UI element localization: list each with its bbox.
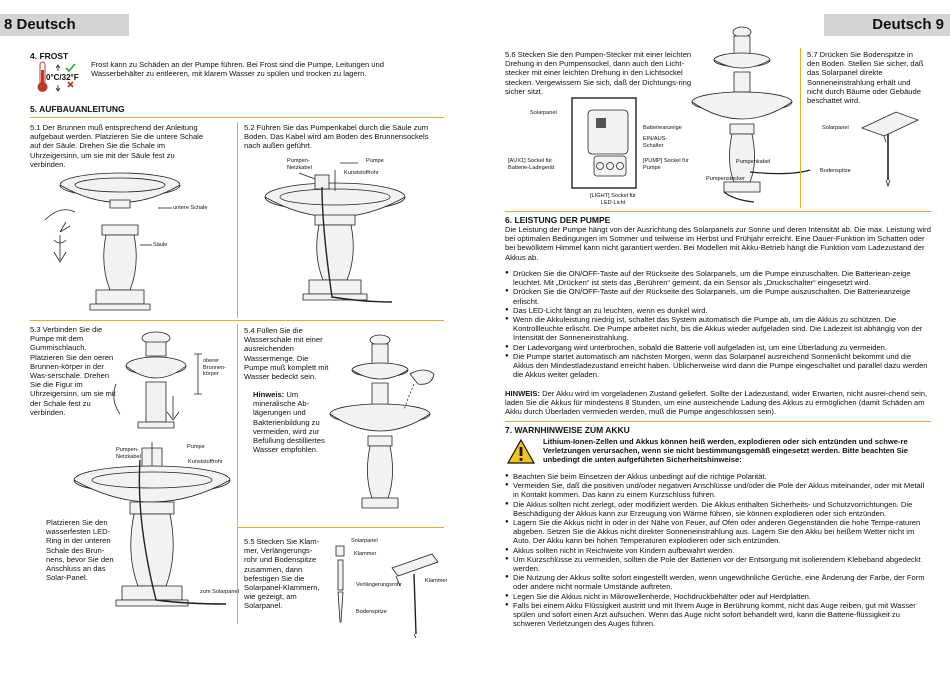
aufbau-heading: 5. AUFBAUANLEITUNG xyxy=(30,104,125,114)
step-5-2-text: 5.2 Führen Sie das Pumpenkabel durch die Säule zum Boden. Das Kabel wird am Boden des Brunnensockels nach außen geführt. xyxy=(244,123,429,151)
label-kunststoffrohr: Kunststoffrohr xyxy=(344,170,379,176)
label-light-sockel: [LIGHT] Sockel für LED-Licht xyxy=(590,193,637,206)
list-item: ● Wenn die Akkuleistung niedrig ist, schaltet das System automatisch die Pumpe ab, um die Akkus zu schützen. Die Kontrollleuchte erlischt. Die Pumpe arbeitet nicht, bis die Akkus wieder aufgeladen sind. Die Ladezeit ist abhängig von der Intensität der Sonneneinstrahlung. xyxy=(505,315,931,343)
label-ein-aus-schalter: EIN/AUS-Schalter xyxy=(643,136,668,149)
list-item: ● Vermeiden Sie, daß die positiven und/oder negativen Anschlüsse und/oder die Pole der Akkus miteinander, oder mit Metall in Kontakt kommen. Das kann zu einem Kurzschluss führen. xyxy=(505,481,931,499)
leistung-list xyxy=(505,269,931,379)
list-item: ● Lagern Sie die Akkus nicht in oder in der Nähe von Feuer, auf Ofen oder anderen Gegenständen die hohe Tempe-raturen abgeben. Setzen Sie die Akkus nicht direkter Sonneneinstrahlung aus. Lagern Sie den Akku bei heißem Wetter nicht im Auto. Der Akku kann bei hohen Temperaturen explodieren oder sich entzünden. xyxy=(505,518,931,546)
warning-triangle-icon xyxy=(507,439,535,465)
label-pump-sockel: [PUMP] Sockel für Pumpe xyxy=(643,158,689,171)
warn-list xyxy=(505,472,931,628)
divider xyxy=(505,211,931,212)
list-item: ● Der Ladevorgang wird unterbrochen, sobald die Batterie voll aufgeladen ist, um eine Überladung zu vermeiden. xyxy=(505,343,931,352)
label-untere-schale: untere Schale xyxy=(173,205,208,211)
hint-text: Der Akku wird im vorgeladenen Zustand geliefert. Sollte der Ladezustand, wider Erwarten, nicht ausrei-chend sein, laden Sie die Akkus für mindestens 8 Stunden, um eine ausreichende Ladung des Akkus zu ermöglichen (damit Schäden am Akku durch Überladen vermieden werden, muß die Pumpe angeschlossen sein). xyxy=(505,389,928,417)
solar-panel-back-illustration xyxy=(570,96,640,192)
step-5-3-led-text: Platzieren Sie den wasserfesten LED-Ring in der unteren Schale des Brun-nens, bevor Sie den Anschluss an das Solar-Panel. xyxy=(46,518,114,583)
divider xyxy=(238,527,444,528)
warn-heading: 7. WARNHINWEISE ZUM AKKU xyxy=(505,425,630,435)
label-pumpe-2: Pumpe xyxy=(187,444,205,450)
label-pumpen-netzkabel: Pumpen- Netzkabel xyxy=(287,158,312,171)
label-zum-solarpanel: zum Solarpanel xyxy=(200,589,239,595)
step-5-6-text: 5.6 Stecken Sie den Pumpen-Stecker mit einer leichten Drehung in den Pumpensockel, dann auch den Licht-stecker mit einer leichten Drehung in den Lichtsockel stecken. Vergewissern Sie sich, daß der Dichtungs-ring sicher sitzt. xyxy=(505,50,692,96)
fountain-upper-body-illustration xyxy=(118,326,238,436)
hint-label: Hinweis: xyxy=(253,390,285,399)
leistung-intro: Die Leistung der Pumpe hängt von der Ausrichtung des Solarpanels zur Sonne und deren Intensität ab. Die max. Leistung wird bei optimalen Bedingungen im Sommer und teilweise im Herbst und Frühjahr erreicht. Eine Dauer-Funktion im Schatten oder bei bewölktem Himmel kann nicht garantiert werden. Bei Modellen mit Akku-Betrieb hängt die Funktion vom Ladezustand der Akkus ab. xyxy=(505,225,931,262)
frost-temperature: 0°C/32°F xyxy=(46,73,79,82)
list-item: ● Das LED-Licht fängt an zu leuchten, wenn es dunkel wird. xyxy=(505,306,931,315)
step-5-3-text: 5.3 Verbinden Sie die Pumpe mit dem Gummischlauch. Platzieren Sie den oeren Brunnen-körper in der Was-serschale. Drehen Sie die Figur im Uhrzeigersinn, um sie mit der Schale fest zu verbinden. xyxy=(30,325,116,417)
divider xyxy=(237,324,238,624)
label-pumpen-netzkabel-2: Pumpen- Netzkabel xyxy=(116,447,141,460)
divider xyxy=(30,117,444,118)
list-item: ● Legen Sie die Akkus nicht in Mikrowellenherde, Hochdruckbehälter oder auf Herdplatten. xyxy=(505,592,931,601)
step-5-4-hint xyxy=(253,390,331,454)
leistung-heading: 6. LEISTUNG DER PUMPE xyxy=(505,215,611,225)
fountain-cable-illustration xyxy=(255,155,445,315)
label-pumpenkabel: Pumpenkabel xyxy=(736,159,771,165)
step-5-7-text: 5.7 Drücken Sie Bodenspitze in den Boden. Stellen Sie sicher, daß das Solarpanel direkte Sonneneinstrahlung erhält und nicht durch Bäume oder Gebäude beschattet wird. xyxy=(807,50,924,106)
label-pumpe: Pumpe xyxy=(366,158,384,164)
divider xyxy=(237,122,238,318)
step-5-4-text: 5.4 Füllen Sie die Wasserschale mit einer ausreichenden Wassermenge. Die Pumpe muß komplett mit Wasser bedeckt sein. xyxy=(244,326,329,382)
label-pumpenstecker: Pumpenstecker xyxy=(706,176,745,182)
divider xyxy=(30,320,444,321)
fountain-filling-illustration xyxy=(330,328,450,518)
label-klammer: Klammer xyxy=(354,551,377,557)
warn-bold-text: Lithium-Ionen-Zellen und Akkus können heiß werden, explodieren oder sich entzünden und schwe-re Verletzungen verursachen, wenn sie nicht bestimmungsgemäß eingesetzt werden. Bitte beachten Sie unbedingt die unten aufgeführten Sicherheitshinweise: xyxy=(543,437,909,465)
list-item: ● Drücken Sie die ON/OFF-Taste auf der Rückseite des Solarpanels, um die Pumpe einzuschalten. Die Batteriean-zeige leuchtet. Mit „Drücken“ ist stets das „Berühren“ gemeint, da ein Sensor als „Druckschalter“ eingesetzt wird. xyxy=(505,269,931,287)
label-bodenspitze: Bodenspitze xyxy=(356,609,387,615)
label-saeule: Säule xyxy=(153,242,168,248)
label-aux-sockel: [AUX1] Sockel für Batterie-Ladegerät xyxy=(508,158,555,171)
list-item: ● Falls bei einem Akku Flüssigkeit austritt und mit Ihrem Auge in Berührung kommt, nicht das Auge reiben, gut mit Wasser spülen und sofort einen Arzt aufsuchen. Wenn das Auge nicht sofort behandelt wird, kann die Batterie-flüssigkeit zu schweren Verletzungen des Auges führen. xyxy=(505,601,931,629)
solar-panel-in-ground-illustration xyxy=(860,108,930,208)
page-number-left: 8 Deutsch xyxy=(0,14,129,36)
list-item: ● Die Nutzung der Akkus sollte sofort eingestellt werden, wenn ungewöhnliche Gerüche, eine Änderung der Farbe, der Form oder andere nicht normale Umstände auftreten. xyxy=(505,573,931,591)
list-item: ● Akkus sollten nicht in Reichweite von Kindern aufbewahrt werden. xyxy=(505,546,931,555)
label-batterieanzeige: Batterieanzeige xyxy=(643,125,682,131)
label-solarpanel-back: Solarpanel xyxy=(530,110,557,116)
divider xyxy=(505,421,931,422)
step-5-1-text: 5.1 Der Brunnen muß entsprechend der Anleitung aufgebaut werden. Platzieren Sie die untere Schale auf der Säule. Drehen Sie die Schale im Uhrzeigersinn, um sie mit der Säule fest zu verbinden. xyxy=(30,123,204,169)
hint-text: Um mineralische Ab-lägerungen und Bakterienbildung zu vermeiden, wird zur Befüllung destilliertes Wasser empfohlen. xyxy=(253,390,325,455)
list-item: ● Beachten Sie beim Einsetzen der Akkus unbedingt auf die richtige Polarität. xyxy=(505,472,931,481)
label-bodenspitze-ground: Bodenspitze xyxy=(820,168,851,174)
hint-label: HINWEIS: xyxy=(505,389,541,398)
list-item: ● Drücken Sie die ON/OFF-Taste auf der Rückseite des Solarpanels, um die Pumpe auszuschalten. Die Batterieanzeige erlischt. xyxy=(505,287,931,305)
label-oberer-brunnenkoerper: oberer Brunnen-körper xyxy=(203,358,227,377)
label-kunststoffrohr-2: Kunststoffrohr xyxy=(188,459,223,465)
step-5-5-text: 5.5 Stecken Sie Klam-mer, Verlängerungs-rohr und Bodenspitze zusammen, dann befestigen Sie die Solarpanel-Klammern, wie gezeigt, am Solarpanel. xyxy=(244,537,320,611)
label-verlaengerungsrohr: Verlängerungsrohr xyxy=(356,582,403,588)
label-klammer-2: Klammer xyxy=(425,578,448,584)
label-solarpanel: Solarpanel xyxy=(351,538,378,544)
fountain-bowl-column-illustration xyxy=(40,160,240,320)
page-number-right: Deutsch 9 xyxy=(824,14,950,36)
list-item: ● Um Kurzschlüsse zu vermeiden, sollten die Pole der Batterien vor der Entsorgung mit isolierendem Klebeband abgedeckt werden. xyxy=(505,555,931,573)
leistung-hint xyxy=(505,389,931,417)
frost-heading: 4. FROST xyxy=(30,51,69,61)
divider xyxy=(800,48,801,208)
label-solarpanel-ground: Solarpanel xyxy=(822,125,849,131)
frost-text: Frost kann zu Schäden an der Pumpe führen. Bei Frost sind die Pumpe, Leitungen und Wasserbehälter zu entleeren, mit klarem Wasser zu spülen und trocken zu lagern. xyxy=(91,60,384,79)
list-item: ● Die Akkus sollten nicht zerlegt, oder modifiziert werden. Die Akkus enthalten Sicherheits- und Schutzvorrichtungen. Die Beschädigung der Akkus kann zur Erzeugung von Wärme führen, sie können explodieren oder sich entzünden. xyxy=(505,500,931,518)
list-item: ● Die Pumpe startet automatisch am nächsten Morgen, wenn das Solarpanel ausreichend Sonnenlicht bekommt und die Akkus den Mindestladezustand erreicht haben. Üblicherweise wird dann die Pumpe eingeschaltet und parallel dazu werden die Akkus weiter geladen. xyxy=(505,352,931,380)
